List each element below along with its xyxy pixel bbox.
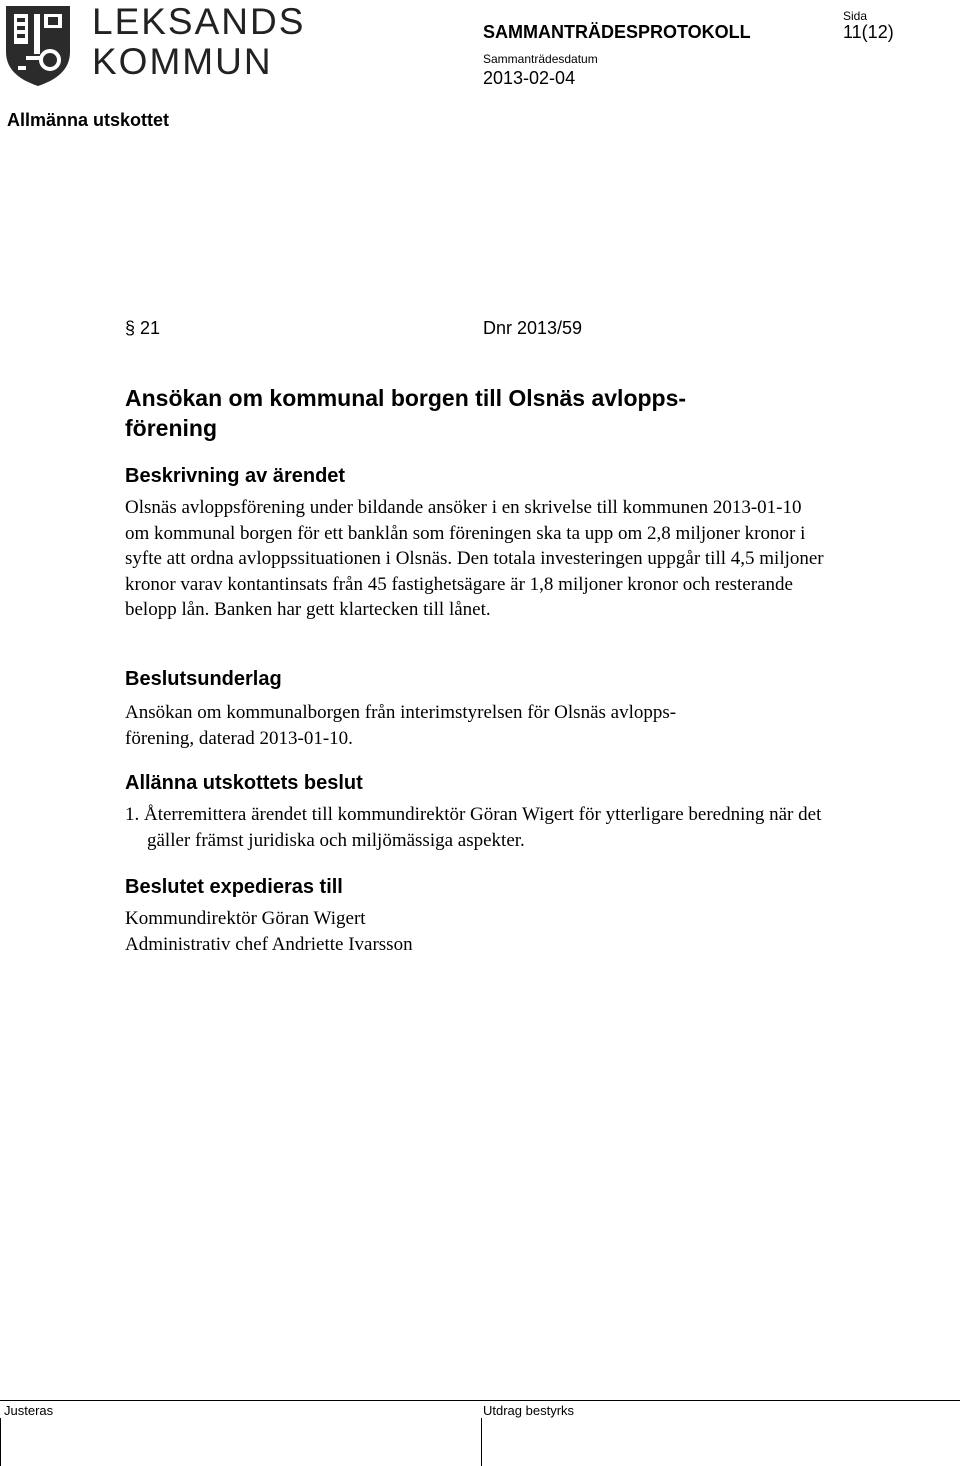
case-title — [125, 383, 825, 443]
committee-decision-heading: Allänna utskottets beslut — [125, 772, 363, 794]
paragraph-number-value: 21 — [140, 318, 161, 338]
footer-approved-label: Justeras — [4, 1403, 54, 1418]
meeting-date-label: Sammanträdesdatum — [483, 52, 598, 66]
page-number: 11(12) — [843, 22, 894, 42]
case-reference-number: Dnr 2013/59 — [483, 318, 583, 338]
footer-left-border — [0, 1418, 1, 1466]
footer-extract-certified-label: Utdrag bestyrks — [483, 1403, 575, 1418]
case-title-line-1: Ansökan om kommunal borgen till Olsnäs avlopps- — [125, 385, 687, 411]
case-title-line-2: förening — [125, 415, 217, 441]
committee-name: Allmänna utskottet — [7, 110, 170, 130]
paragraph-number: § 21 — [125, 318, 161, 338]
logo-text-line-2: KOMMUN — [92, 41, 273, 82]
recipient-item: Administrativ chef Andriette Ivarsson — [125, 933, 413, 955]
municipality-crest-logo — [4, 4, 72, 88]
recipient-item: Kommundirektör Göran Wigert — [125, 908, 366, 929]
decision-list — [125, 802, 825, 853]
decision-basis-line-1: Ansökan om kommunalborgen från interimstyrelsen för Olsnäs avlopps- — [125, 702, 677, 723]
dispatch-recipients — [125, 906, 825, 957]
decision-basis-heading: Beslutsunderlag — [125, 668, 282, 690]
page-label: Sida — [843, 9, 868, 23]
decision-item: 1. Återremittera ärendet till kommundirektör Göran Wigert för ytterligare beredning när det gäller främst juridiska och miljömässiga aspekter. — [125, 804, 822, 851]
dispatch-heading: Beslutet expedieras till — [125, 876, 343, 898]
municipality-logo-text — [92, 2, 305, 82]
decision-basis-line-2: förening, daterad 2013-01-10. — [125, 727, 353, 749]
document-type: SAMMANTRÄDESPROTOKOLL — [483, 22, 751, 42]
meeting-date: 2013-02-04 — [483, 68, 576, 88]
footer-middle-divider — [481, 1418, 482, 1466]
description-text: Olsnäs avloppsförening under bildande ansöker i en skrivelse till kommunen 2013-01-10 om kommunal borgen för ett banklån som föreningen ska ta upp om 2,8 miljoner kronor i syfte att ordna avloppssituationen i Olsnäs. Den totala investeringen uppgår till 4,5 miljoner kronor varav kontantinsats från 45 fastighetsägare är 1,8 miljoner kronor och resterande belopp lån. Banken har gett klartecken till lånet. — [125, 497, 824, 621]
footer-divider — [0, 1400, 960, 1401]
decision-basis-text — [125, 700, 825, 751]
logo-text-line-1: LEKSANDS — [92, 1, 306, 42]
description-heading: Beskrivning av ärendet — [125, 465, 346, 487]
